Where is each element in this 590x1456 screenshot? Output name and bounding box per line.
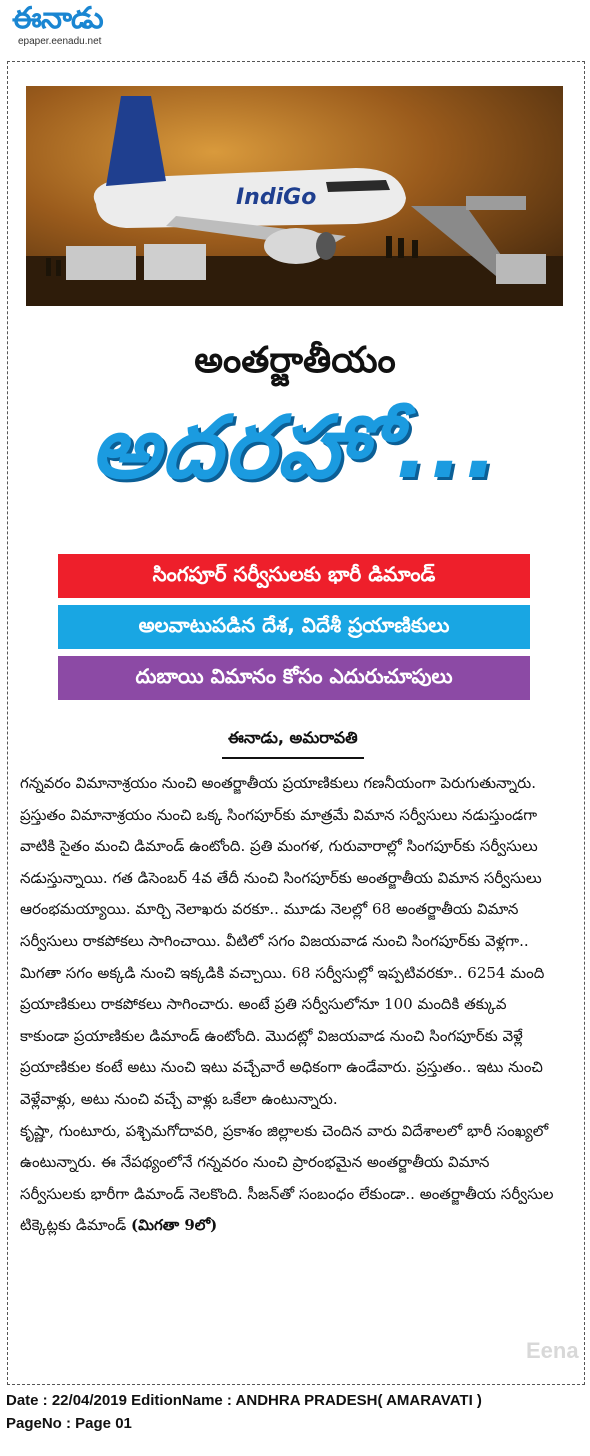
paragraph-2	[20, 1116, 556, 1242]
eenadu-logo[interactable]	[12, 0, 152, 52]
article-headline: అదరహో...	[90, 398, 500, 498]
page-number: PageNo : Page 01	[6, 1415, 132, 1432]
article-kicker: అంతర్జాతీయం	[194, 340, 396, 381]
logo-url: epaper.eenadu.net	[18, 36, 102, 47]
subheading-dubai-flight: దుబాయి విమానం కోసం ఎదురుచూపులు	[58, 656, 530, 700]
article-body	[20, 768, 556, 1242]
continuation-note: (మిగతా 9లో)	[130, 1216, 218, 1235]
paragraph-2-text: కృష్ణా, గుంటూరు, పశ్చిమగోదావరి, ప్రకాశం జిల్లాలకు చెందిన వారు విదేశాలలో భారీ సంఖ్యలో ఉంటున్నారు. ఈ నేపథ్యంలోనే గన్నవరం నుంచి ప్రారంభమైన అంతర్జాతీయ విమాన సర్వీసులకు భారీగా డిమాండ్ నెలకొంది. సీజన్‌తో సంబంధం లేకుండా.. అంతర్జాతీయ సర్వీసుల టిక్కెట్లకు డిమాండ్	[20, 1121, 554, 1235]
watermark: Eena	[526, 1338, 579, 1363]
airplane-photo	[26, 86, 563, 306]
byline-divider	[222, 757, 364, 759]
edition-info: Date : 22/04/2019 EditionName : ANDHRA PRADESH( AMARAVATI )	[6, 1392, 482, 1409]
logo-wordmark: ఈనాడు	[12, 1, 103, 36]
svg-text:IndiGo: IndiGo	[236, 185, 317, 210]
subheading-travellers: అలవాటుపడిన దేశ, విదేశీ ప్రయాణికులు	[58, 605, 530, 649]
paragraph-1: గన్నవరం విమానాశ్రయం నుంచి అంతర్జాతీయ ప్రయాణికులు గణనీయంగా పెరుగుతున్నారు. ప్రస్తుతం విమానాశ్రయం నుంచి ఒక్క సింగపూర్‌కు మాత్రమే విమాన సర్వీసులు నడుస్తుండగా వాటికి సైతం మంచి డిమాండ్ ఉంటోంది. ప్రతి మంగళ, గురువారాల్లో సింగపూర్‌కు సర్వీసులు నడుస్తున్నాయి. గత డిసెంబర్ 4వ తేదీ నుంచి సింగపూర్‌కు అంతర్జాతీయ విమాన సర్వీసులు ఆరంభమయ్యాయి. మార్చి నెలాఖరు వరకూ.. మూడు నెలల్లో 68 అంతర్జాతీయ విమాన సర్వీసులు రాకపోకలు సాగించాయి. వీటిలో సగం విజయవాడ నుంచి సింగపూర్‌కు వెళ్లగా.. మిగతా సగం అక్కడి నుంచి ఇక్కడికి వచ్చాయి. 68 సర్వీసుల్లో ఇప్పటివరకూ.. 6254 మంది ప్రయాణికులు రాకపోకలు సాగించారు. అంటే ప్రతి సర్వీసులోనూ 100 మందికి తక్కువ కాకుండా ప్రయాణికుల డిమాండ్ ఉంటోంది. మొదట్లో విజయవాడ నుంచి సింగపూర్‌కు వెళ్లే ప్రయాణికుల కంటే అటు నుంచి ఇటు వచ్చేవారే అధికంగా ఉండేవారు. ప్రస్తుతం.. ఇటు నుంచి వెళ్లేవాళ్లు, అటు నుంచి వచ్చే వాళ్లు ఒకేలా ఉంటున్నారు.	[20, 774, 545, 1108]
byline: ఈనాడు, అమరావతి	[228, 728, 358, 747]
subheading-singapore-demand: సింగపూర్ సర్వీసులకు భారీ డిమాండ్	[58, 554, 530, 598]
